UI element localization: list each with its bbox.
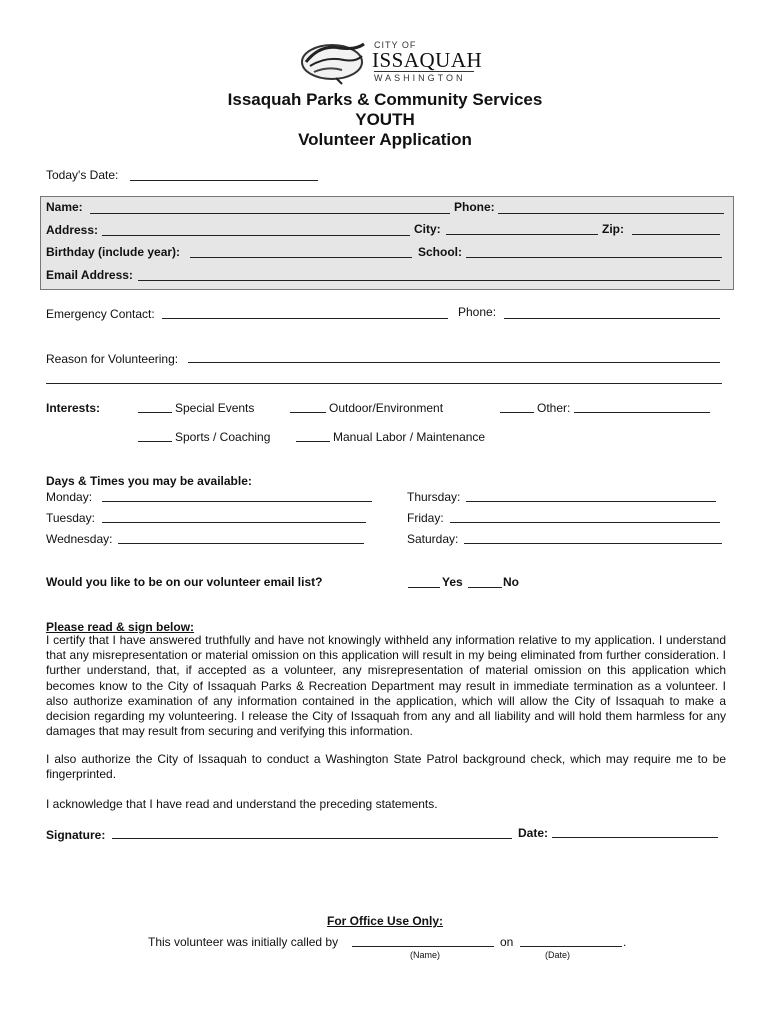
emergency-phone-field[interactable]: [504, 318, 720, 319]
tuesday-label: Tuesday:: [46, 511, 95, 525]
special-events-option: Special Events: [175, 401, 255, 415]
saturday-label: Saturday:: [407, 532, 459, 546]
period-text: .: [623, 935, 627, 949]
email-list-yes: Yes: [442, 575, 463, 589]
name-caption: (Name): [410, 950, 441, 960]
tuesday-field[interactable]: [102, 522, 366, 523]
other-blank[interactable]: [500, 412, 534, 413]
email-list-question: Would you like to be on our volunteer email list?: [46, 575, 323, 589]
personal-info-box: [40, 196, 734, 290]
interests-label: Interests:: [46, 401, 101, 415]
agreement-paragraph-3: I acknowledge that I have read and understand the preceding statements.: [46, 797, 438, 811]
outdoor-environment-option: Outdoor/Environment: [329, 401, 444, 415]
other-field[interactable]: [574, 412, 710, 413]
other-option: Other:: [537, 401, 571, 415]
page-subtitle-application: Volunteer Application: [298, 130, 472, 149]
email-label: Email Address:: [46, 268, 133, 282]
name-field[interactable]: [90, 213, 450, 214]
wednesday-field[interactable]: [118, 543, 364, 544]
agreement-paragraph-1: I certify that I have answered truthfully and have not knowingly withheld any information relative to my application. I understand that any misrepresentation or material omission on this application will result in my being eliminated from further consideration. I further understand, that, if accepted as a volunteer, any misrepresentation of material omission on this application which becomes know to the City of Issaquah Parks & Recreation Department may result in immediate termination as a volunteer. I also authorize examination of any information contained in the application, which will allow the City of Issaquah to make a decision regarding my volunteering. I release the City of Issaquah from any and all liability and will hold them harmless for any damages that may result from securing and verifying this information.: [46, 633, 726, 739]
name-label: Name:: [46, 200, 83, 214]
page-subtitle-youth: YOUTH: [355, 110, 415, 129]
on-text: on: [500, 935, 514, 949]
reason-field[interactable]: [188, 362, 720, 363]
zip-field[interactable]: [632, 234, 720, 235]
friday-label: Friday:: [407, 511, 444, 525]
sports-coaching-option: Sports / Coaching: [175, 430, 271, 444]
emergency-phone-label: Phone:: [458, 305, 497, 319]
phone-label: Phone:: [454, 200, 495, 214]
logo-city-name: ISSAQUAH: [372, 48, 483, 72]
todays-date-label: Today's Date:: [46, 168, 119, 182]
signature-field[interactable]: [112, 838, 512, 839]
agreement-paragraph-2: I also authorize the City of Issaquah to conduct a Washington State Patrol background check, which may require me to be fingerprinted.: [46, 752, 726, 782]
date-field[interactable]: [552, 837, 718, 838]
monday-label: Monday:: [46, 490, 93, 504]
page-title: Issaquah Parks & Community Services: [227, 90, 543, 109]
sports-coaching-blank[interactable]: [138, 441, 172, 442]
email-list-yes-blank[interactable]: [408, 587, 440, 588]
logo-divider: [374, 71, 474, 72]
email-field[interactable]: [138, 280, 720, 281]
signature-label: Signature:: [46, 828, 106, 842]
thursday-label: Thursday:: [407, 490, 461, 504]
friday-field[interactable]: [450, 522, 720, 523]
phone-field[interactable]: [498, 213, 724, 214]
city-logo: [300, 36, 483, 86]
birthday-field[interactable]: [190, 257, 412, 258]
called-on-date-field[interactable]: [520, 946, 622, 947]
called-by-text: This volunteer was initially called by: [148, 935, 339, 949]
availability-heading: Days & Times you may be available:: [46, 474, 252, 488]
logo-state: WASHINGTON: [374, 73, 466, 83]
thursday-field[interactable]: [466, 501, 716, 502]
reason-field-line-2[interactable]: [46, 383, 722, 384]
city-seal-icon: [300, 36, 372, 86]
zip-label: Zip:: [602, 222, 624, 236]
date-label: Date:: [518, 826, 549, 840]
emergency-contact-field[interactable]: [162, 318, 448, 319]
todays-date-field[interactable]: [130, 180, 318, 181]
address-field[interactable]: [102, 235, 410, 236]
agreement-heading: Please read & sign below:: [46, 620, 195, 634]
office-use-heading: For Office Use Only:: [326, 914, 444, 928]
address-label: Address:: [46, 223, 99, 237]
city-label: City:: [414, 222, 441, 236]
outdoor-environment-blank[interactable]: [290, 412, 326, 413]
school-label: School:: [418, 245, 462, 259]
emergency-contact-label: Emergency Contact:: [46, 307, 155, 321]
email-list-no: No: [503, 575, 519, 589]
logo-city-of: CITY OF: [374, 40, 417, 50]
wednesday-label: Wednesday:: [46, 532, 113, 546]
called-by-name-field[interactable]: [352, 946, 494, 947]
reason-label: Reason for Volunteering:: [46, 352, 179, 366]
saturday-field[interactable]: [464, 543, 722, 544]
birthday-label: Birthday (include year):: [46, 245, 181, 259]
monday-field[interactable]: [102, 501, 372, 502]
manual-labor-blank[interactable]: [296, 441, 330, 442]
special-events-blank[interactable]: [138, 412, 172, 413]
city-field[interactable]: [446, 234, 598, 235]
manual-labor-option: Manual Labor / Maintenance: [333, 430, 486, 444]
school-field[interactable]: [466, 257, 722, 258]
email-list-no-blank[interactable]: [468, 587, 502, 588]
date-caption: (Date): [545, 950, 571, 960]
